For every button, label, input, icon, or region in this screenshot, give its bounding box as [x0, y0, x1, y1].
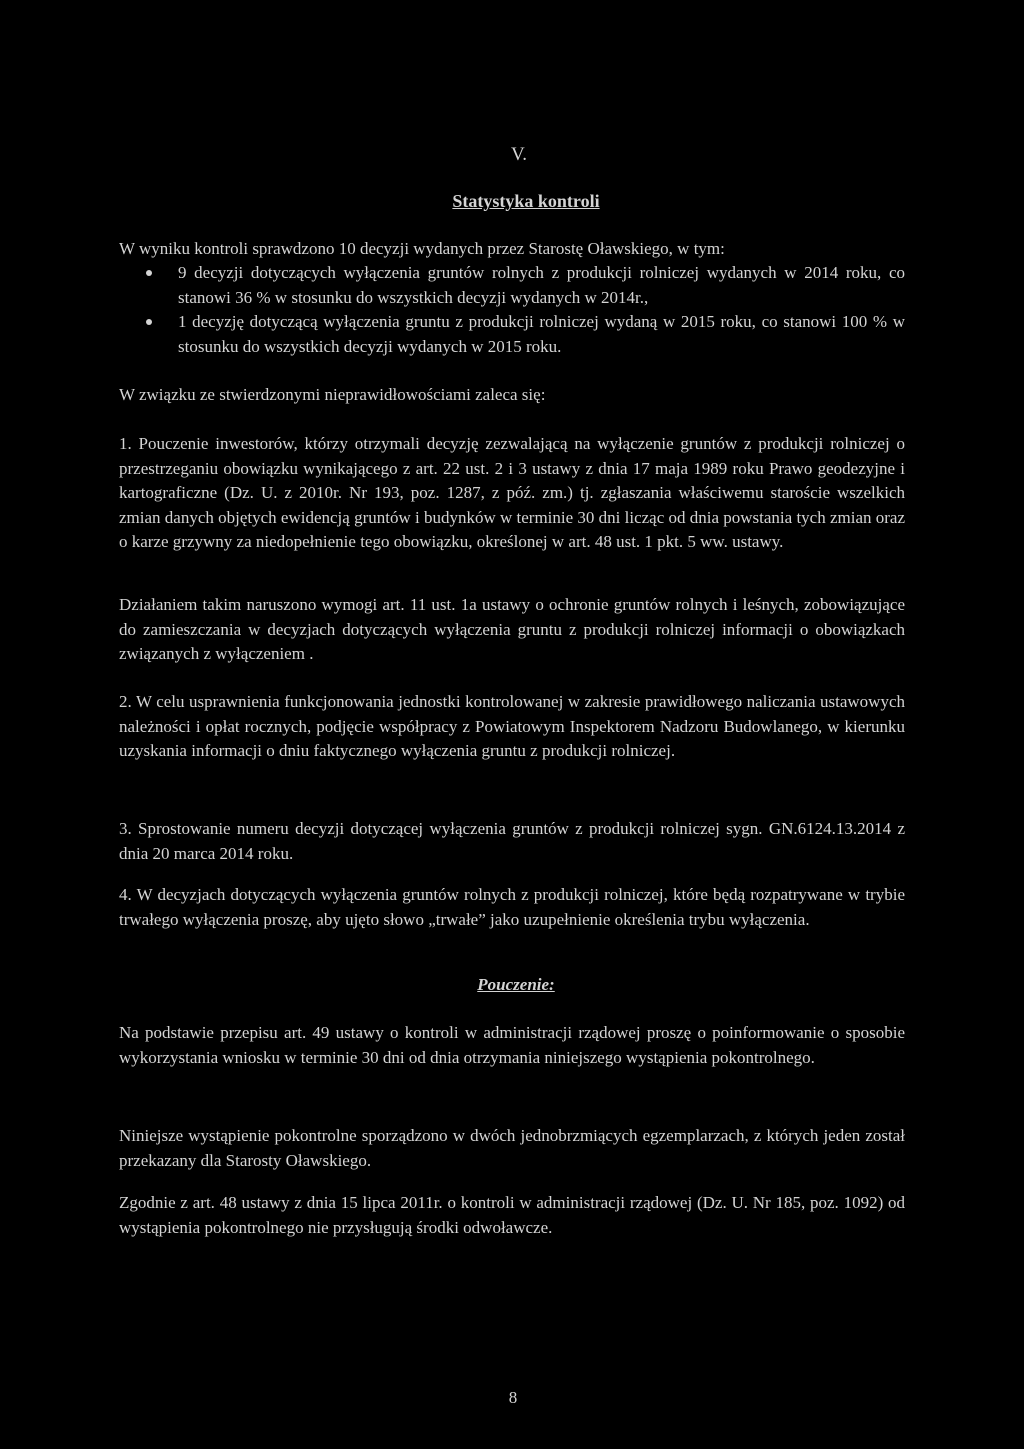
recommendation-point-3: 3. Sprostowanie numeru decyzji dotyczącej wyłączenia gruntów z produkcji rolniczej sygn. GN.6124.13.2014 z dnia 20 marca 2014 roku. — [119, 819, 905, 863]
list-item — [119, 310, 905, 359]
section-title: Statystyka kontroli — [452, 191, 600, 211]
instruction-paragraph-1: Na podstawie przepisu art. 49 ustawy o kontroli w administracji rządowej proszę o poinformowanie o sposobie wykorzystania wniosku w terminie 30 dni od dnia otrzymania niniejszego wystąpienia pokontrolnego. — [119, 1023, 905, 1067]
intro-paragraph: W wyniku kontroli sprawdzono 10 decyzji wydanych przez Starostę Oławskiego, w tym: — [119, 239, 725, 258]
instruction-paragraph-3: Zgodnie z art. 48 ustawy z dnia 15 lipca 2011r. o kontroli w administracji rządowej (Dz. U. Nr 185, poz. 1092) od wystąpienia pokontrolnego nie przysługują środki odwoławcze. — [119, 1193, 905, 1237]
list-item-text: 1 decyzję dotyczącą wyłączenia gruntu z produkcji rolniczej wydaną w 2015 roku, co stanowi 100 % w stosunku do wszystkich decyzji wydanych w 2015 roku. — [178, 312, 905, 356]
recommendation-intro: W związku ze stwierdzonymi nieprawidłowościami zaleca się: — [119, 385, 546, 404]
instruction-heading: Pouczenie: — [477, 975, 555, 994]
recommendation-point-2: 2. W celu usprawnienia funkcjonowania jednostki kontrolowanej w zakresie prawidłowego naliczania ustawowych należności i opłat rocznych, podjęcie współpracy z Powiatowym Inspektorem Nadzoru Budowlanego, w kierunku uzyskania informacji o dniu faktycznego wyłączenia gruntu z produkcji rolniczej. — [119, 692, 905, 760]
section-number: V. — [510, 144, 528, 165]
bullet-icon — [146, 270, 152, 276]
list-item — [119, 261, 905, 310]
recommendation-point-1: 1. Pouczenie inwestorów, którzy otrzymali decyzję zezwalającą na wyłączenie gruntów z produkcji rolniczej o przestrzeganiu obowiązku wynikającego z art. 22 ust. 2 i 3 ustawy z dnia 17 maja 1989 roku Prawo geodezyjne i kartograficzne (Dz. U. z 2010r. Nr 193, poz. 1287, z póź. zm.) tj. zgłaszania właściwemu staroście wszelkich zmian danych objętych ewidencją gruntów i budynków w terminie 30 dni licząc od dnia powstania tych zmian oraz o karze grzywny za niedopełnienie tego obowiązku, określonej w art. 48 ust. 1 pkt. 5 ww. ustawy. — [119, 434, 906, 551]
statistics-list — [119, 261, 905, 359]
recommendation-point-4: 4. W decyzjach dotyczących wyłączenia gruntów rolnych z produkcji rolniczej, które będą rozpatrywane w trybie trwałego wyłączenia proszę, aby ujęto słowo „trwałe” jako uzupełnienie określenia trybu wyłączenia. — [119, 885, 905, 929]
list-item-text: 9 decyzji dotyczących wyłączenia gruntów rolnych z produkcji rolniczej wydanych w 2014 roku, co stanowi 36 % w stosunku do wszystkich decyzji wydanych w 2014r., — [178, 263, 905, 307]
page-number: 8 — [508, 1388, 518, 1407]
bullet-icon — [146, 319, 152, 325]
document-page — [119, 0, 905, 1449]
instruction-paragraph-2: Niniejsze wystąpienie pokontrolne sporządzono w dwóch jednobrzmiących egzemplarzach, z których jeden został przekazany dla Starosty Oławskiego. — [119, 1126, 905, 1170]
recommendation-point-1-note: Działaniem takim naruszono wymogi art. 11 ust. 1a ustawy o ochronie gruntów rolnych i leśnych, zobowiązujące do zamieszczania w decyzjach dotyczących wyłączenia gruntu z produkcji rolniczej informacji o obowiązkach związanych z wyłączeniem . — [119, 595, 905, 663]
